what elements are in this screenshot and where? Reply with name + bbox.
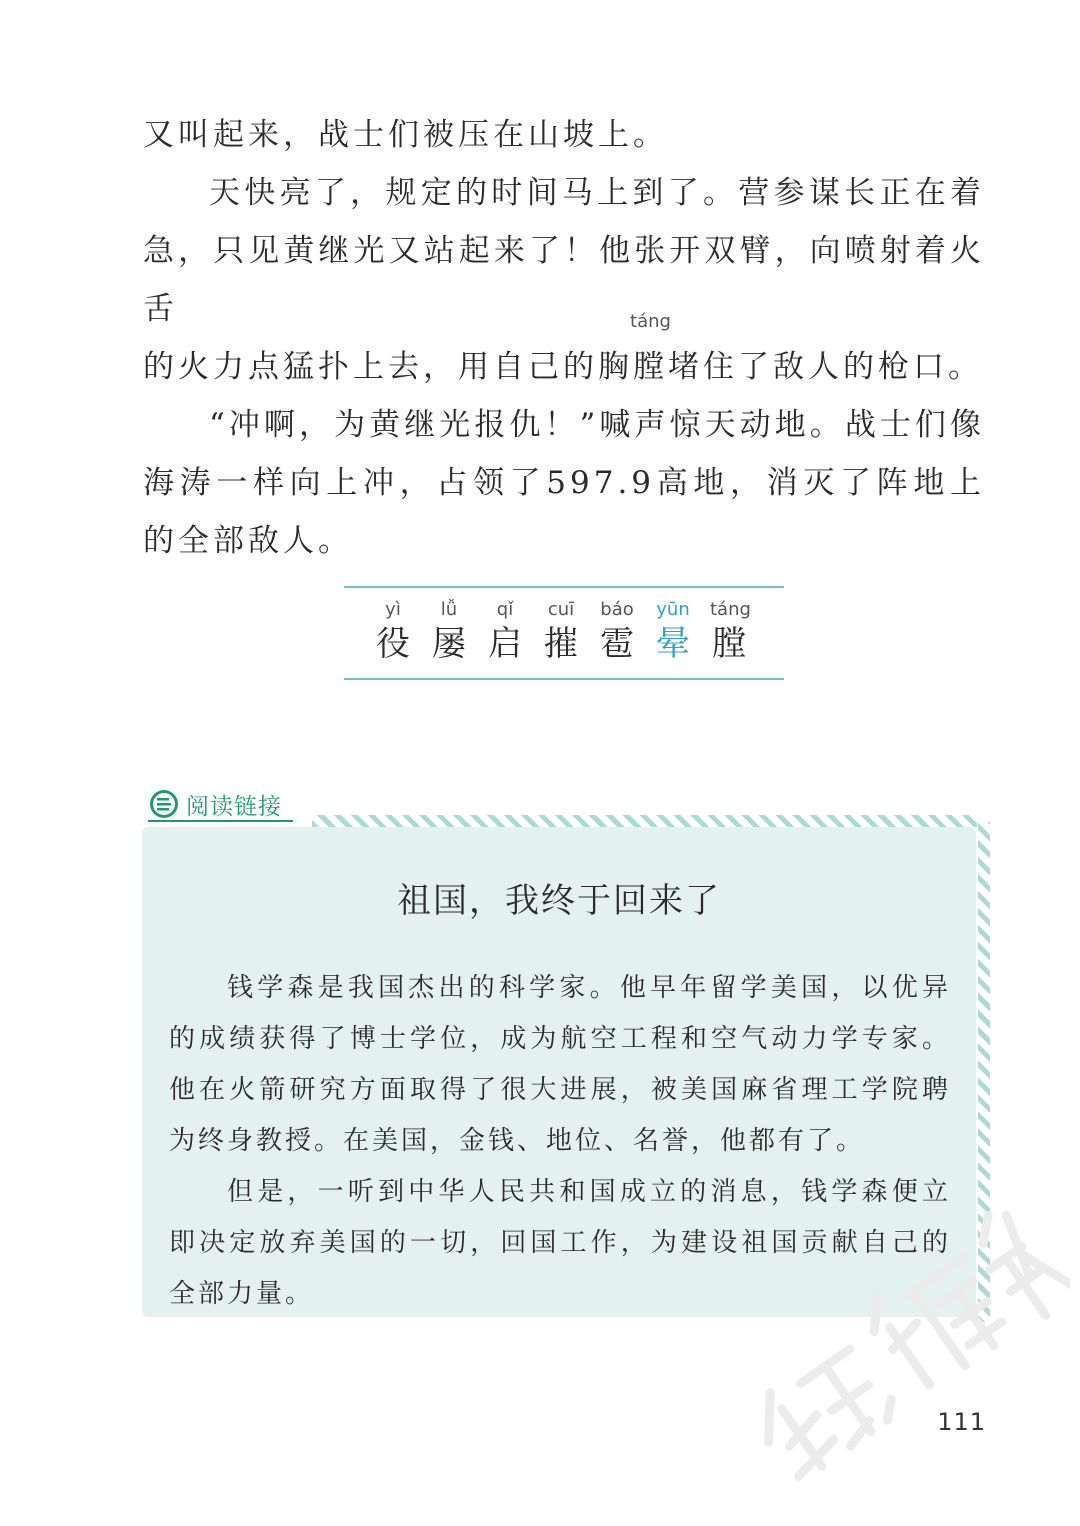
paragraph-3 — [143, 311, 985, 396]
char-pinyin: yūn — [656, 599, 690, 620]
annotated-char — [630, 311, 671, 396]
char-glyph: 屡 — [432, 624, 466, 664]
char-item — [374, 598, 412, 666]
char-pinyin: qǐ — [496, 599, 514, 620]
paragraph-4: “冲啊，为黄继光报仇！”喊声惊天动地。战士们像海涛一样向上冲，占领了597.9高地，消灭了阵地上的全部敌人。 — [143, 407, 985, 559]
char-item — [486, 598, 524, 666]
char-item — [710, 598, 751, 666]
reading-link-header — [148, 786, 282, 822]
reading-paragraph-2: 但是，一听到中华人民共和国成立的消息，钱学森便立即决定放弃美国的一切，回国工作，为建设祖国贡献自己的全部力量。 — [169, 1177, 951, 1309]
char-glyph: 晕 — [656, 624, 690, 664]
paragraph-2: 天快亮了，规定的时间马上到了。营参谋长正在着急，只见黄继光又站起来了！他张开双臂，向喷射着火舌 — [143, 175, 985, 327]
book-icon — [148, 788, 180, 820]
char-item — [542, 598, 580, 666]
char-item-highlighted — [654, 598, 692, 666]
char-pinyin: báo — [600, 599, 634, 620]
char-pinyin: lǚ — [440, 599, 458, 620]
char-pinyin: táng — [710, 599, 751, 620]
page-number: 111 — [937, 1408, 986, 1436]
decorative-stripe-top — [312, 815, 977, 827]
char-glyph: 雹 — [600, 624, 634, 664]
annotated-char-text: 膛 — [633, 349, 668, 385]
char-glyph: 启 — [488, 624, 522, 664]
new-characters-row — [374, 598, 751, 666]
char-glyph: 膛 — [712, 624, 746, 664]
char-pinyin: yì — [385, 599, 401, 620]
paragraph-3-end: 堵住了敌人的枪口。 — [668, 349, 983, 385]
char-pinyin: cuī — [547, 599, 575, 620]
char-glyph: 摧 — [544, 624, 578, 664]
paragraph-1: 又叫起来，战士们被压在山坡上。 — [143, 117, 668, 153]
reading-link-label: 阅读链接 — [186, 793, 282, 820]
header-underline — [148, 820, 293, 822]
reading-title: 祖国，我终于回来了 — [397, 881, 721, 921]
char-glyph: 役 — [376, 624, 410, 664]
char-item — [598, 598, 636, 666]
publisher-watermark — [690, 1160, 1070, 1520]
annotated-char-pinyin: táng — [630, 311, 671, 332]
paragraph-3-start: 的火力点猛扑上去，用自己的胸 — [143, 349, 633, 385]
new-characters-box — [344, 586, 784, 680]
reading-paragraph-1: 钱学森是我国杰出的科学家。他早年留学美国，以优异的成绩获得了博士学位，成为航空工程和空气动力学专家。他在火箭研究方面取得了很大进展，被美国麻省理工学院聘为终身教授。在美国，金钱、地位、名誉，他都有了。 — [169, 973, 951, 1156]
story-text-block — [143, 106, 985, 570]
char-item — [430, 598, 468, 666]
